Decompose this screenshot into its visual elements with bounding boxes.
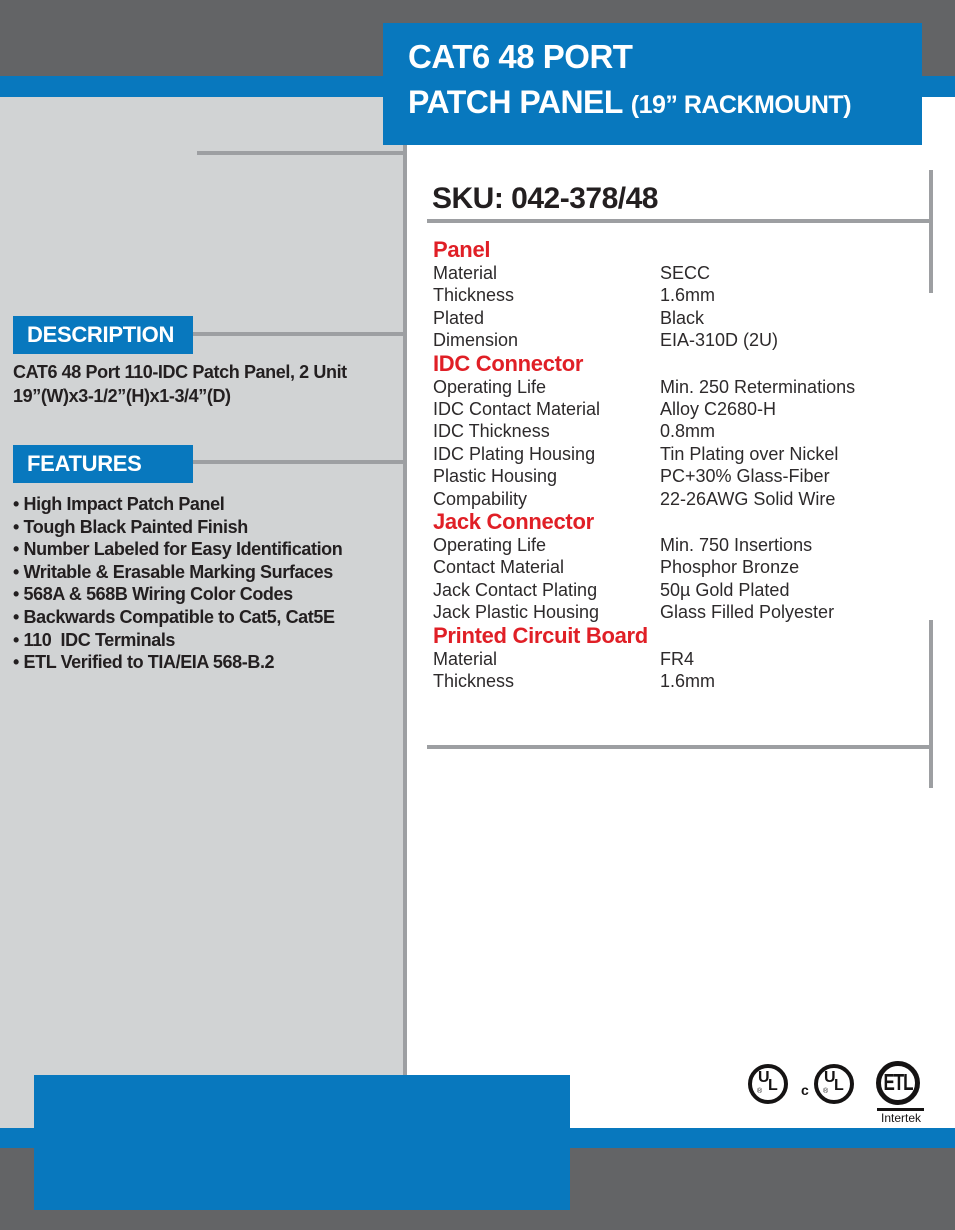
feature-item: • Number Labeled for Easy Identification: [13, 539, 343, 560]
spec-label: Plated: [433, 307, 485, 328]
spec-value: Alloy C2680-H: [660, 399, 777, 420]
spec-value: SECC: [660, 263, 711, 283]
spec-section-heading: Printed Circuit Board: [433, 622, 648, 648]
feature-item: • ETL Verified to TIA/EIA 568-B.2: [13, 652, 275, 673]
spec-row: [433, 307, 931, 329]
features-heading: FEATURES: [13, 445, 193, 483]
cul-letter-u: U: [824, 1069, 836, 1086]
spec-row: [433, 488, 931, 510]
spec-label: Jack Contact Plating: [433, 579, 598, 600]
spec-row: [433, 556, 931, 578]
spec-label: Dimension: [433, 330, 519, 351]
spec-value: 22-26AWG Solid Wire: [660, 488, 836, 509]
cul-registered-mark: ®: [823, 1088, 829, 1095]
spec-label: Thickness: [433, 671, 515, 692]
ul-certification-icon: [748, 1064, 788, 1104]
sku-underline-rule: [427, 219, 933, 223]
description-line1: CAT6 48 Port 110-IDC Patch Panel, 2 Unit: [13, 362, 347, 382]
spec-label: Operating Life: [433, 376, 547, 397]
etl-letters: ETL: [883, 1069, 913, 1096]
spec-row: [433, 601, 931, 623]
spec-value: FR4: [660, 648, 695, 669]
spec-label: Material: [433, 263, 498, 283]
spec-value: Min. 750 Insertions: [660, 535, 813, 556]
spec-value: 0.8mm: [660, 421, 716, 442]
description-text: [13, 360, 393, 408]
etl-certification-icon: [876, 1061, 920, 1105]
spec-value: 1.6mm: [660, 285, 716, 306]
spec-row: [433, 376, 931, 398]
spec-row: [433, 443, 931, 465]
feature-item: • 568A & 568B Wiring Color Codes: [13, 584, 293, 605]
feature-item: • Tough Black Painted Finish: [13, 516, 248, 537]
feature-item: • Writable & Erasable Marking Surfaces: [13, 561, 333, 582]
spec-row: [433, 420, 931, 442]
spec-label: IDC Plating Housing: [433, 443, 596, 464]
spec-value: 50µ Gold Plated: [660, 579, 790, 600]
ul-registered-mark: ®: [757, 1088, 763, 1095]
spec-value: Min. 250 Reterminations: [660, 376, 856, 397]
cul-certification-icon: [814, 1064, 854, 1104]
spec-section-heading: IDC Connector: [433, 350, 584, 376]
spec-row: [433, 329, 931, 351]
spec-label: Contact Material: [433, 557, 565, 578]
feature-item: • 110 IDC Terminals: [13, 629, 176, 650]
cul-letter-l: L: [834, 1077, 844, 1094]
product-title-line2-suffix: (19” RACKMOUNT): [630, 91, 852, 119]
spec-label: IDC Contact Material: [433, 399, 601, 420]
cul-c-prefix: c: [801, 1082, 809, 1098]
product-title-line2-main: PATCH PANEL: [408, 84, 623, 120]
spec-value: Glass Filled Polyester: [660, 602, 835, 623]
vertical-divider-line: [403, 97, 407, 1128]
spec-row: [433, 262, 931, 284]
spec-label: Thickness: [433, 285, 515, 306]
spec-value: EIA-310D (2U): [660, 330, 779, 351]
intertek-label: Intertek: [880, 1111, 922, 1125]
features-list: [13, 493, 401, 674]
spec-row: [433, 284, 931, 306]
spec-row: [433, 648, 931, 670]
feature-item: • Backwards Compatible to Cat5, Cat5E: [13, 606, 335, 627]
spec-value: PC+30% Glass-Fiber: [660, 466, 830, 487]
title-banner: [383, 23, 922, 145]
specs-bottom-rule: [427, 745, 933, 749]
description-connector-line: [193, 332, 403, 336]
spec-section-heading: Jack Connector: [433, 509, 594, 535]
spec-label: Plastic Housing: [433, 466, 558, 487]
ul-letter-u: U: [758, 1069, 770, 1086]
spec-label: Jack Plastic Housing: [433, 602, 600, 623]
right-edge-line-top: [929, 170, 933, 293]
feature-item: • High Impact Patch Panel: [13, 494, 225, 514]
product-title-line1: CAT6 48 PORT: [408, 38, 633, 75]
description-heading: DESCRIPTION: [13, 316, 193, 354]
bottom-blue-block: [34, 1075, 570, 1210]
features-connector-line: [193, 460, 403, 464]
spec-label: Material: [433, 648, 498, 669]
spec-section-heading: Panel: [433, 237, 491, 262]
spec-row: [433, 579, 931, 601]
product-title-line2: [408, 84, 851, 121]
description-line2: 19”(W)x3-1/2”(H)x1-3/4”(D): [13, 386, 231, 406]
spec-value: Black: [660, 307, 705, 328]
spec-value: Phosphor Bronze: [660, 557, 800, 578]
right-edge-line-bottom: [929, 620, 933, 788]
spec-row: [433, 670, 931, 692]
sku-title: SKU: 042-378/48: [432, 182, 658, 215]
spec-sections: [433, 238, 931, 693]
spec-row: [433, 398, 931, 420]
spec-row: [433, 534, 931, 556]
spec-row: [433, 465, 931, 487]
spec-label: Operating Life: [433, 535, 547, 556]
spec-value: Tin Plating over Nickel: [660, 443, 839, 464]
header-connector-line: [197, 151, 403, 155]
spec-label: IDC Thickness: [433, 421, 550, 442]
spec-label: Compability: [433, 488, 528, 509]
spec-value: 1.6mm: [660, 671, 716, 692]
ul-letter-l: L: [768, 1077, 778, 1094]
